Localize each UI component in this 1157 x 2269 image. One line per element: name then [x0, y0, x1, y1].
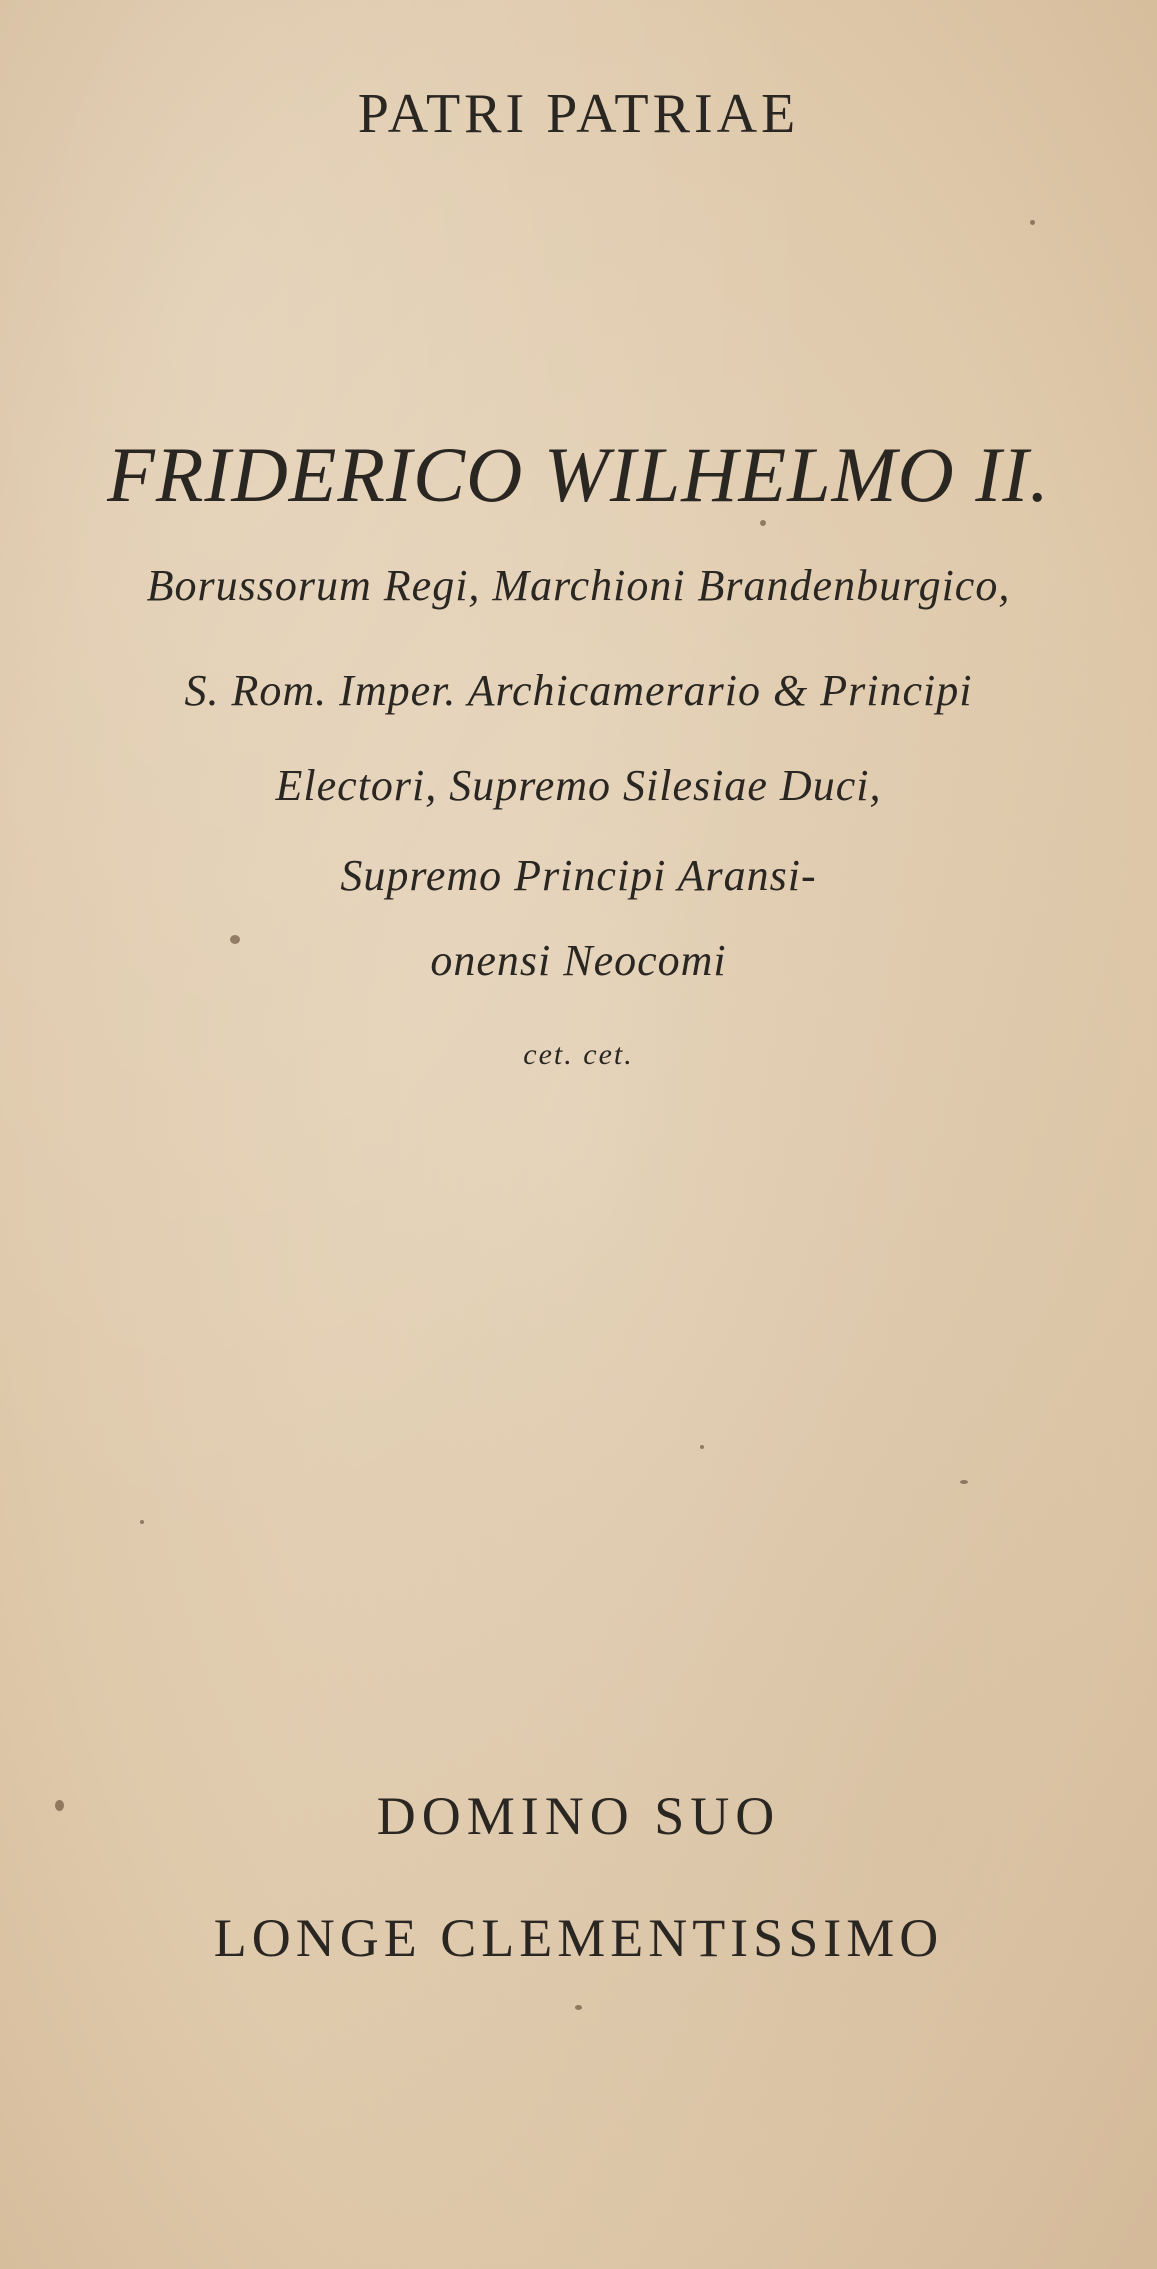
paper-speck [55, 1800, 64, 1811]
paper-speck [760, 520, 766, 526]
paper-speck [575, 2005, 582, 2010]
dedication-line-6: cet. cet. [523, 1038, 634, 1071]
paper-speck [700, 1445, 704, 1449]
dedication-line-3: Electori, Supremo Silesiae Duci, [275, 761, 882, 810]
dedication-line-1: Borussorum Regi, Marchioni Brandenburgico, [146, 561, 1011, 610]
paper-speck [230, 935, 240, 944]
heading-patri-patriae: PATRI PATRIAE [357, 83, 800, 145]
dedication-line-5: onensi Neocomi [430, 936, 727, 985]
dedication-line-4: Supremo Principi Aransi- [340, 851, 817, 900]
closing-line-2: LONGE CLEMENTISSIMO [213, 1908, 944, 1968]
dedicatee-name: FRIDERICO WILHELMO II. [107, 431, 1050, 518]
paper-speck [960, 1480, 968, 1484]
paper-speck [140, 1520, 144, 1524]
closing-line-1: DOMINO SUO [376, 1786, 781, 1846]
dedication-line-2: S. Rom. Imper. Archicamerario & Principi [184, 666, 973, 715]
paper-speck [1030, 220, 1035, 225]
